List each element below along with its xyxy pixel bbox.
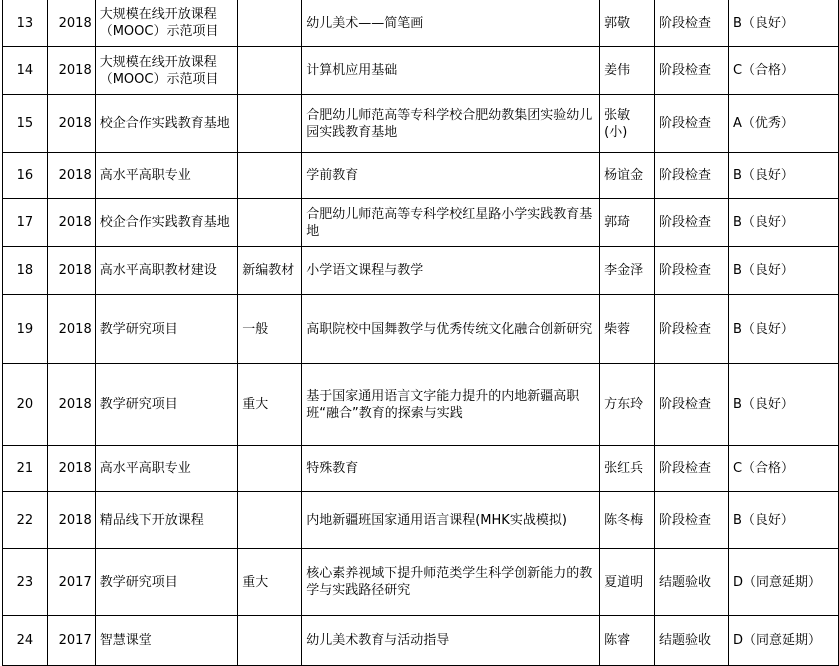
leader-cell: 李金泽 xyxy=(600,247,655,295)
row-number-cell: 21 xyxy=(3,446,48,492)
subtype-cell: 重大 xyxy=(238,364,302,446)
category-cell: 大规模在线开放课程（MOOC）示范项目 xyxy=(95,47,238,95)
row-number-cell: 17 xyxy=(3,199,48,247)
table-row xyxy=(3,95,839,153)
table-row xyxy=(3,549,839,616)
leader-cell: 柴蓉 xyxy=(600,295,655,364)
result-cell: B（良好） xyxy=(728,364,838,446)
stage-cell: 阶段检查 xyxy=(655,153,729,199)
result-cell: B（良好） xyxy=(728,0,838,47)
subtype-cell xyxy=(238,492,302,549)
year-cell: 2018 xyxy=(47,446,95,492)
table-row xyxy=(3,153,839,199)
project-name-cell: 高职院校中国舞教学与优秀传统文化融合创新研究 xyxy=(302,295,600,364)
table-row xyxy=(3,492,839,549)
leader-cell: 姜伟 xyxy=(600,47,655,95)
subtype-cell xyxy=(238,47,302,95)
stage-cell: 阶段检查 xyxy=(655,199,729,247)
result-cell: B（良好） xyxy=(728,153,838,199)
table-row xyxy=(3,199,839,247)
stage-cell: 阶段检查 xyxy=(655,295,729,364)
year-cell: 2018 xyxy=(47,364,95,446)
year-cell: 2018 xyxy=(47,153,95,199)
table-row xyxy=(3,364,839,446)
stage-cell: 结题验收 xyxy=(655,616,729,666)
year-cell: 2018 xyxy=(47,95,95,153)
leader-cell: 杨谊金 xyxy=(600,153,655,199)
table-row xyxy=(3,0,839,47)
result-cell: B（良好） xyxy=(728,199,838,247)
result-cell: B（良好） xyxy=(728,295,838,364)
subtype-cell xyxy=(238,95,302,153)
row-number-cell: 16 xyxy=(3,153,48,199)
subtype-cell xyxy=(238,616,302,666)
project-name-cell: 学前教育 xyxy=(302,153,600,199)
leader-cell: 郭敬 xyxy=(600,0,655,47)
project-table xyxy=(2,0,839,666)
subtype-cell xyxy=(238,446,302,492)
category-cell: 教学研究项目 xyxy=(95,295,238,364)
table-row xyxy=(3,446,839,492)
result-cell: B（良好） xyxy=(728,492,838,549)
project-name-cell: 特殊教育 xyxy=(302,446,600,492)
row-number-cell: 18 xyxy=(3,247,48,295)
project-name-cell: 核心素养视域下提升师范类学生科学创新能力的教学与实践路径研究 xyxy=(302,549,600,616)
leader-cell: 陈冬梅 xyxy=(600,492,655,549)
project-name-cell: 小学语文课程与教学 xyxy=(302,247,600,295)
category-cell: 教学研究项目 xyxy=(95,364,238,446)
stage-cell: 阶段检查 xyxy=(655,364,729,446)
result-cell: C（合格） xyxy=(728,47,838,95)
stage-cell: 阶段检查 xyxy=(655,95,729,153)
year-cell: 2018 xyxy=(47,492,95,549)
result-cell: B（良好） xyxy=(728,247,838,295)
stage-cell: 阶段检查 xyxy=(655,47,729,95)
leader-cell: 陈睿 xyxy=(600,616,655,666)
category-cell: 高水平高职专业 xyxy=(95,446,238,492)
category-cell: 校企合作实践教育基地 xyxy=(95,199,238,247)
subtype-cell: 一般 xyxy=(238,295,302,364)
row-number-cell: 22 xyxy=(3,492,48,549)
project-name-cell: 内地新疆班国家通用语言课程(MHK实战模拟) xyxy=(302,492,600,549)
category-cell: 大规模在线开放课程（MOOC）示范项目 xyxy=(95,0,238,47)
result-cell: D（同意延期） xyxy=(728,616,838,666)
row-number-cell: 19 xyxy=(3,295,48,364)
result-cell: C（合格） xyxy=(728,446,838,492)
row-number-cell: 14 xyxy=(3,47,48,95)
table-row xyxy=(3,247,839,295)
stage-cell: 阶段检查 xyxy=(655,247,729,295)
row-number-cell: 24 xyxy=(3,616,48,666)
leader-cell: 方东玲 xyxy=(600,364,655,446)
table-body xyxy=(3,0,839,666)
year-cell: 2018 xyxy=(47,247,95,295)
project-name-cell: 合肥幼儿师范高等专科学校合肥幼教集团实验幼儿园实践教育基地 xyxy=(302,95,600,153)
leader-cell: 张敏(小) xyxy=(600,95,655,153)
project-name-cell: 幼儿美术教育与活动指导 xyxy=(302,616,600,666)
leader-cell: 张红兵 xyxy=(600,446,655,492)
result-cell: A（优秀） xyxy=(728,95,838,153)
year-cell: 2018 xyxy=(47,199,95,247)
row-number-cell: 20 xyxy=(3,364,48,446)
table-row xyxy=(3,295,839,364)
stage-cell: 阶段检查 xyxy=(655,0,729,47)
category-cell: 精品线下开放课程 xyxy=(95,492,238,549)
table-row xyxy=(3,47,839,95)
year-cell: 2017 xyxy=(47,549,95,616)
leader-cell: 夏道明 xyxy=(600,549,655,616)
subtype-cell xyxy=(238,0,302,47)
category-cell: 校企合作实践教育基地 xyxy=(95,95,238,153)
year-cell: 2018 xyxy=(47,47,95,95)
row-number-cell: 23 xyxy=(3,549,48,616)
table-row xyxy=(3,616,839,666)
year-cell: 2017 xyxy=(47,616,95,666)
result-cell: D（同意延期） xyxy=(728,549,838,616)
stage-cell: 阶段检查 xyxy=(655,446,729,492)
year-cell: 2018 xyxy=(47,295,95,364)
project-name-cell: 基于国家通用语言文字能力提升的内地新疆高职班“融合”教育的探索与实践 xyxy=(302,364,600,446)
category-cell: 高水平高职教材建设 xyxy=(95,247,238,295)
subtype-cell xyxy=(238,199,302,247)
project-name-cell: 计算机应用基础 xyxy=(302,47,600,95)
stage-cell: 结题验收 xyxy=(655,549,729,616)
category-cell: 教学研究项目 xyxy=(95,549,238,616)
year-cell: 2018 xyxy=(47,0,95,47)
subtype-cell: 新编教材 xyxy=(238,247,302,295)
category-cell: 高水平高职专业 xyxy=(95,153,238,199)
row-number-cell: 15 xyxy=(3,95,48,153)
row-number-cell: 13 xyxy=(3,0,48,47)
project-name-cell: 幼儿美术——简笔画 xyxy=(302,0,600,47)
stage-cell: 阶段检查 xyxy=(655,492,729,549)
subtype-cell: 重大 xyxy=(238,549,302,616)
subtype-cell xyxy=(238,153,302,199)
leader-cell: 郭琦 xyxy=(600,199,655,247)
category-cell: 智慧课堂 xyxy=(95,616,238,666)
project-name-cell: 合肥幼儿师范高等专科学校红星路小学实践教育基地 xyxy=(302,199,600,247)
